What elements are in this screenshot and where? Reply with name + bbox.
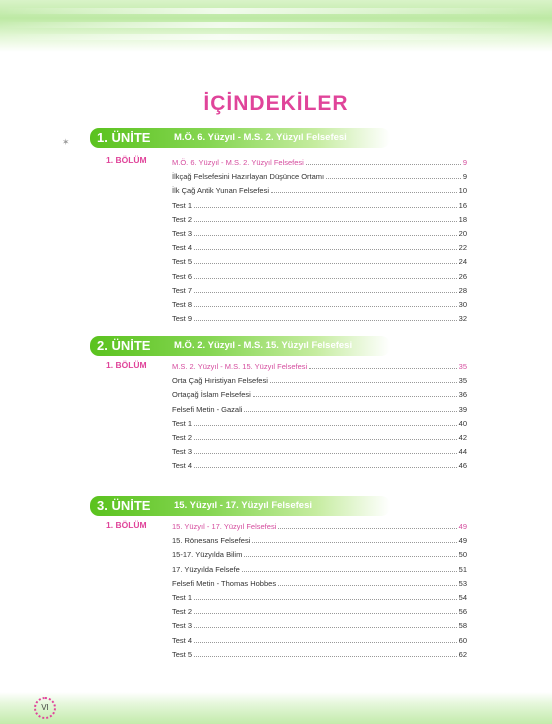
unit-header-2: [90, 336, 390, 356]
page-title: İÇİNDEKİLER: [203, 92, 349, 115]
toc-entry: [172, 547, 467, 559]
toc-entry-label: Test 5: [172, 649, 193, 659]
toc-entry: [172, 183, 467, 195]
toc-entry-label: Test 3: [172, 621, 193, 631]
dot-leader: [194, 320, 457, 321]
toc-entry-label: M.S. 2. Yüzyıl - M.S. 15. Yüzyıl Felsefesi: [172, 362, 308, 371]
dot-leader: [194, 627, 457, 628]
toc-entry-label: 15. Rönesans Felsefesi: [172, 536, 251, 546]
bullet-mark-icon: ✶: [62, 137, 70, 147]
toc-entry: [172, 562, 467, 574]
toc-entry-label: Test 3: [172, 447, 193, 457]
unit-title: 15. Yüzyıl - 17. Yüzyıl Felsefesi: [174, 500, 312, 511]
band-stripe: [0, 34, 552, 40]
toc-entry: [172, 647, 467, 659]
dot-leader: [242, 571, 457, 572]
toc-entry: [172, 155, 467, 167]
toc-entry: [172, 618, 467, 630]
page-number-badge: [34, 697, 58, 721]
toc-entry-label: Test 7: [172, 285, 193, 295]
dot-leader: [244, 556, 456, 557]
page-number: VI: [41, 703, 49, 712]
toc-entry-page: 44: [458, 447, 467, 457]
toc-entry-label: Test 1: [172, 200, 193, 210]
dot-leader: [194, 221, 457, 222]
toc-entry-label: İlkçağ Felsefesini Hazırlayan Düşünce Ortamı: [172, 172, 325, 182]
toc-entry-label: 15. Yüzyıl - 17. Yüzyıl Felsefesi: [172, 522, 277, 531]
dot-leader: [306, 164, 461, 165]
dot-leader: [309, 368, 456, 369]
dot-leader: [194, 599, 457, 600]
toc-entry-page: 10: [458, 186, 467, 196]
section-label: 1. BÖLÜM: [106, 520, 147, 530]
band-stripe: [0, 8, 552, 14]
dot-leader: [194, 278, 457, 279]
dot-leader: [253, 396, 457, 397]
toc-entry-page: 46: [458, 461, 467, 471]
toc-entry-page: 56: [458, 607, 467, 617]
dot-leader: [194, 642, 457, 643]
dot-leader: [194, 613, 457, 614]
dot-leader: [252, 542, 456, 543]
toc-entry-page: 39: [458, 404, 467, 414]
toc-entry-label: Test 3: [172, 229, 193, 238]
toc-entry-label: Test 1: [172, 418, 193, 428]
toc-entry-page: 28: [458, 285, 467, 295]
toc-entry-page: 35: [458, 376, 467, 386]
toc-entry-label: Test 1: [172, 593, 193, 602]
toc-entry-page: 53: [458, 578, 467, 588]
toc-entry-page: 30: [458, 300, 467, 309]
unit-header-1: [90, 128, 390, 148]
toc-entry: [172, 198, 467, 210]
toc-entry-page: 9: [462, 172, 467, 182]
toc-entry: [172, 590, 467, 602]
toc-entry-page: 42: [458, 433, 467, 442]
toc-entry-label: Felsefi Metin - Thomas Hobbes: [172, 578, 277, 588]
toc-entry-page: 22: [458, 243, 467, 253]
toc-entry-page: 49: [458, 522, 467, 531]
toc-entry-label: Felsefi Metin - Gazali: [172, 404, 243, 414]
toc-entry-page: 60: [458, 635, 467, 645]
toc-entry-label: Test 4: [172, 635, 193, 645]
toc-entry: [172, 311, 467, 323]
unit-title: M.Ö. 6. Yüzyıl - M.S. 2. Yüzyıl Felsefesi: [174, 132, 347, 143]
toc-entry: [172, 416, 467, 428]
toc-entry: [172, 169, 467, 181]
section-label: 1. BÖLÜM: [106, 360, 147, 370]
toc-entry-page: 49: [458, 536, 467, 546]
toc-entry-page: 24: [458, 257, 467, 267]
band-stripe: [0, 22, 552, 28]
toc-entry-page: 35: [458, 362, 467, 371]
toc-entry-page: 26: [458, 271, 467, 281]
top-decorative-band: [0, 0, 552, 52]
unit-label: 3. ÜNİTE: [97, 498, 151, 513]
toc-entry: [172, 533, 467, 545]
toc-entry-page: 32: [458, 314, 467, 324]
unit-label: 2. ÜNİTE: [97, 338, 151, 353]
dot-leader: [194, 656, 457, 657]
toc-entry-label: 17. Yüzyılda Felsefe: [172, 564, 240, 574]
toc-entry: [172, 604, 467, 616]
toc-entry-page: 18: [458, 214, 467, 224]
toc-entry: [172, 430, 467, 442]
toc-entry: [172, 212, 467, 224]
toc-entry-label: Ortaçağ İslam Felsefesi: [172, 390, 251, 400]
dot-leader: [271, 192, 457, 193]
toc-entry: [172, 458, 467, 470]
dot-leader: [194, 439, 457, 440]
bottom-decorative-band: [0, 692, 552, 724]
toc-entry: [172, 402, 467, 414]
toc-entry-label: Orta Çağ Hıristiyan Felsefesi: [172, 376, 268, 386]
toc-entry: [172, 297, 467, 309]
section-label: 1. BÖLÜM: [106, 155, 147, 165]
dot-leader: [270, 382, 457, 383]
toc-entry-label: Test 2: [172, 607, 193, 617]
dot-leader: [326, 178, 461, 179]
dot-leader: [194, 207, 457, 208]
dot-leader: [194, 453, 457, 454]
toc-entry-page: 36: [458, 390, 467, 400]
toc-entry: [172, 254, 467, 266]
toc-entry: [172, 387, 467, 399]
toc-entry-label: Test 4: [172, 461, 193, 471]
toc-entry: [172, 519, 467, 531]
toc-entry-page: 16: [458, 200, 467, 210]
toc-entry-page: 9: [462, 158, 467, 167]
toc-entry: [172, 359, 467, 371]
toc-entry-page: 54: [458, 593, 467, 602]
toc-entry-page: 20: [458, 229, 467, 238]
dot-leader: [194, 249, 457, 250]
toc-entry-label: Test 8: [172, 300, 193, 309]
toc-entry-label: Test 5: [172, 257, 193, 267]
toc-entry: [172, 226, 467, 238]
toc-entry-label: Test 2: [172, 433, 193, 442]
toc-entry-label: Test 4: [172, 243, 193, 253]
dot-leader: [194, 292, 457, 293]
dot-leader: [244, 411, 456, 412]
dot-leader: [194, 263, 457, 264]
dot-leader: [278, 528, 456, 529]
toc-entry-label: 15-17. Yüzyılda Bilim: [172, 550, 243, 560]
unit-header-3: [90, 496, 390, 516]
toc-entry: [172, 269, 467, 281]
dot-leader: [194, 425, 457, 426]
unit-label: 1. ÜNİTE: [97, 130, 151, 145]
dot-leader: [194, 467, 457, 468]
toc-entry-page: 62: [458, 649, 467, 659]
toc-entry: [172, 444, 467, 456]
toc-entry-label: İlk Çağ Antik Yunan Felsefesi: [172, 186, 270, 196]
toc-entry-label: Test 9: [172, 314, 193, 324]
dot-leader: [194, 235, 457, 236]
dot-leader: [278, 585, 457, 586]
dot-leader: [194, 306, 457, 307]
unit-title: M.Ö. 2. Yüzyıl - M.S. 15. Yüzyıl Felsefesi: [174, 340, 353, 351]
toc-entry-label: Test 6: [172, 271, 193, 281]
toc-entry: [172, 240, 467, 252]
toc-entry-page: 40: [458, 418, 467, 428]
toc-entry: [172, 373, 467, 385]
toc-entry-page: 50: [458, 550, 467, 560]
toc-entry: [172, 576, 467, 588]
toc-entry-label: M.Ö. 6. Yüzyıl - M.S. 2. Yüzyıl Felsefesi: [172, 158, 304, 167]
toc-entry: [172, 633, 467, 645]
toc-entry-label: Test 2: [172, 214, 193, 224]
toc-entry-page: 51: [458, 564, 467, 574]
toc-entry: [172, 283, 467, 295]
toc-entry-page: 58: [458, 621, 467, 631]
